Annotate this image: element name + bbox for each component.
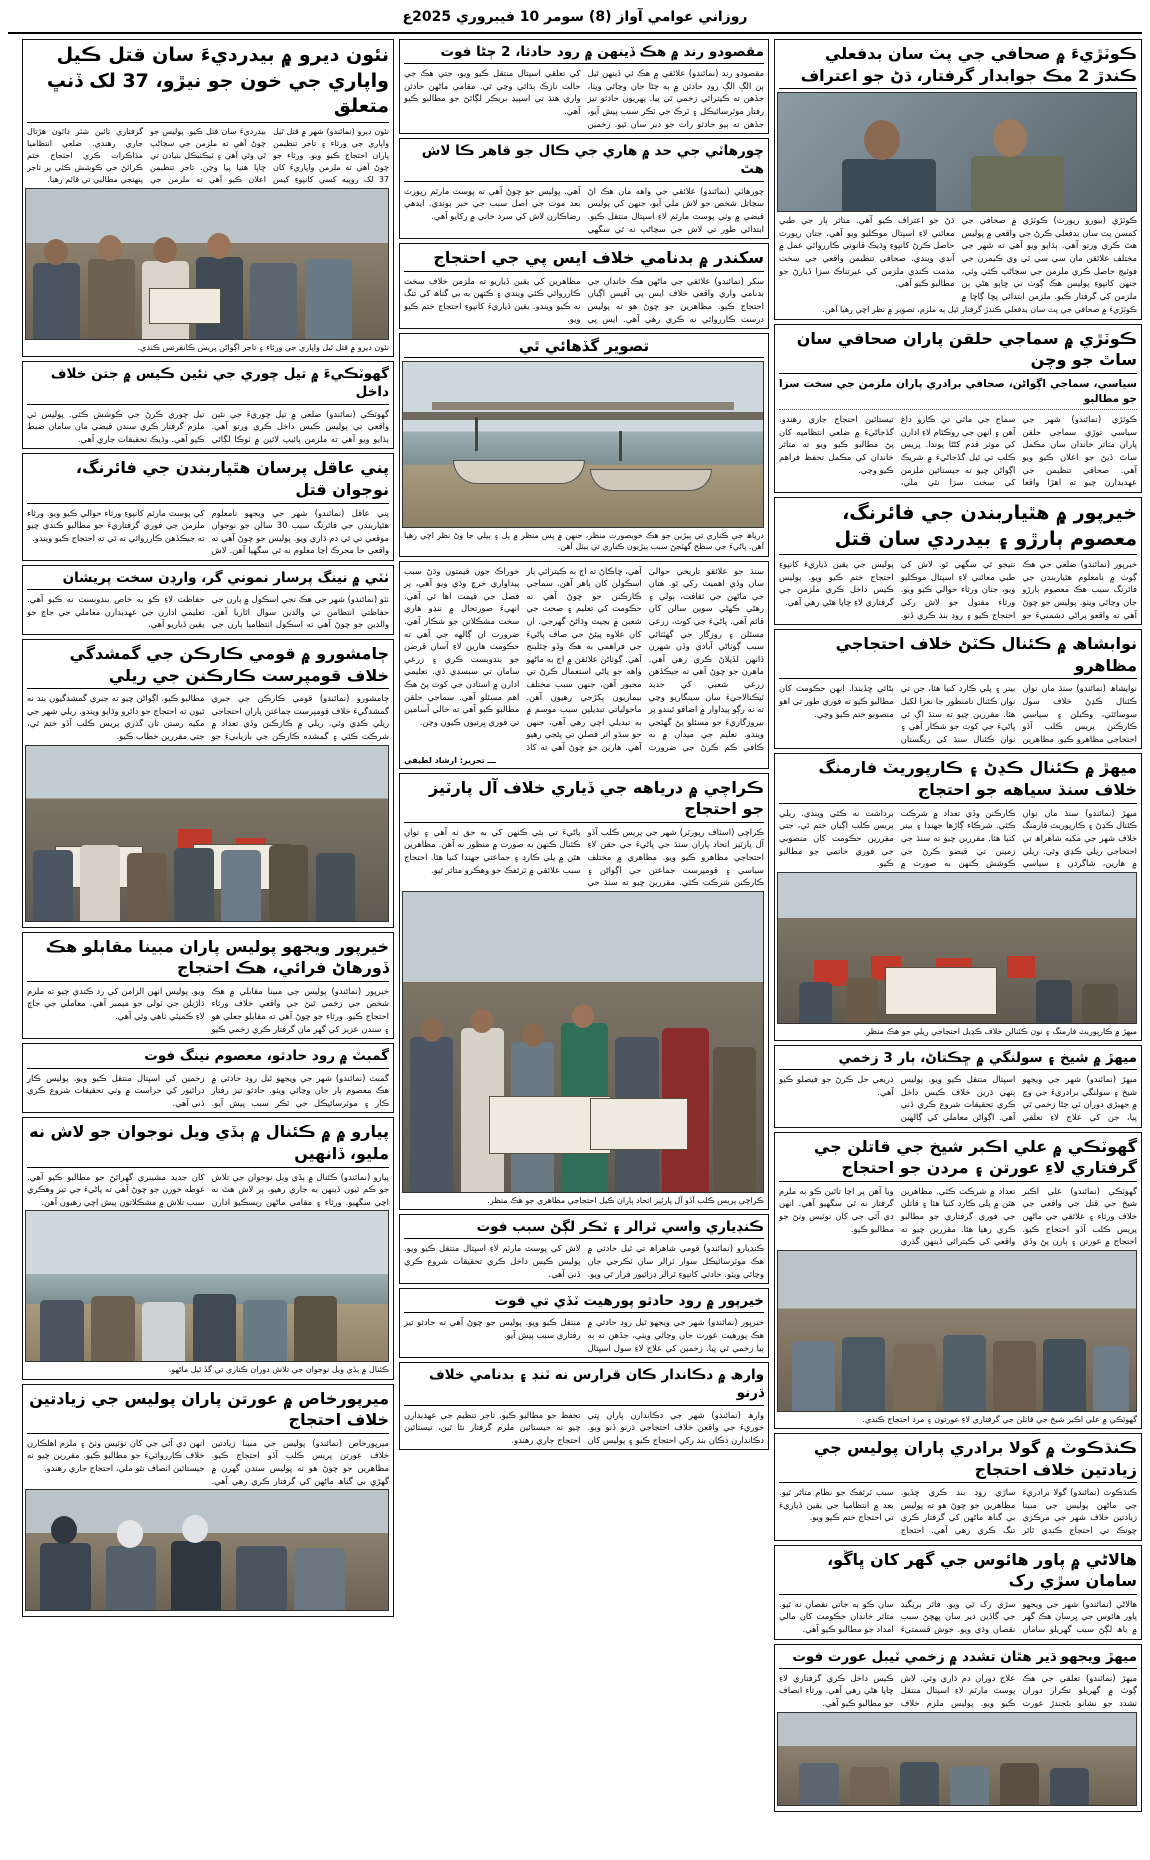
article-mehar-corporate-farming-protest — [774, 753, 1142, 1040]
article-body: ميهڙ (نمائندو) سنڌ مان نوان ڪئنال ڪڍڻ ۽ ڪارپوريٽ فارمنگ خلاف شهر جي مکيه شاهراھ تي احتجاجي ريلي ڪڍي وئي. ريلي ۾ هارين، شاگردن ۽ سياسي ڪارڪنن وڏي تعداد ۾ شرڪت ڪئي. شرڪاء ڳاڙها جهنڊا ۽ بينر کنيا هئا. مقررين چيو ته سنڌ جي زمينن تي قبضو ڪرڻ جي ڪوشش ڪنهن به صورت ۾ برداشت نه ڪئي ويندي. ريلي پريس ڪلب اڳيان ختم ٿي، جتي مقررين حڪومت کان منصوبي جي فوري خاتمي جو مطالبو ڪيو. — [779, 807, 1137, 869]
headline: نوابشاھ ۾ ڪئنال ڪٽڻ خلاف احتجاجي مظاهرو — [779, 633, 1137, 679]
headline: ميرپورخاص ۾ عورتن پاران پوليس جي زيادتين خلاف احتجاج — [27, 1388, 389, 1434]
article-kotri-journalist-arrest — [774, 39, 1142, 320]
article-kotri-journalist-circle-protest — [774, 324, 1142, 493]
headline: خيرپور ۾ هٿياربندن جي فائرنگ، معصوم ٻارڙو ۽ بيدردي سان قتل — [779, 501, 1137, 555]
article-kandiyaro-truck-accident — [399, 1214, 769, 1284]
article-karachi-party-office-protest — [399, 773, 769, 1210]
headline: گھوٽڪي ۾ علي اڪبر شيخ جي قاتلن جي گرفتاري لاءِ عورتن ۽ مردن جو احتجاج — [779, 1136, 1137, 1182]
headline: ميهڙ ۾ ڪئنال ڪڍڻ ۽ ڪارپوريٽ فارمنگ خلاف سنڌ سياهه جو احتجاج — [779, 757, 1137, 803]
page-columns — [8, 39, 1142, 1839]
column-left — [22, 39, 394, 1839]
headline: ڪنڊياري واسي ٽرالر ۽ ٽڪر لڳڻ سبب فوت — [404, 1218, 764, 1239]
article-jamshoro-qaumi-rally — [22, 639, 394, 928]
article-chorhati-canal-body — [399, 138, 769, 239]
article-body: ڪوٽڙي (بيورو رپورٽ) ڪوٽڙي ۾ صحافي جي کمسن پٽ سان بدفعلي ڪرڻ جي واقعي ۾ پوليس هٿ ڪري ورتو آهي. ٻڌايو ويو آهي ته شهر جي مختلف علائقن مان سي سي ٽي وي ڪيمرن جي فوٽيج حاصل ڪري ملزمن جي سڃاڻپ ڪئي وئي، جنهن کانپوءِ پوليس هڪ ڳوٺ تي ڇاپو هڻي ٻن ملزمن کي گرفتار ڪيو. ملزمن ابتدائي پڇا ڳاڇا ۾ ڌڻ جو اعتراف ڪيو آهي. متاثر ٻار جي طبي معائني لاءِ اسپتال موڪليو ويو آهي، جتان رپورٽ حاصل ڪرڻ کانپوءِ وڌيڪ قانوني ڪارروائي عمل ۾ آندي ويندي. صحافي تنظيمن واقعي جي سخت مذمت ڪندي ملزمن کي عبرتناڪ سزا ڏيارڻ جو مطالبو ڪيو آهي. — [779, 215, 1137, 301]
article-body: ڪوٽڙي (نمائندو) شهر جي سياسي توڙي سماجي حلقن پاران متاثر خاندان سان مڪمل ساٿ ڏيڻ جو اعلان ڪيو ويو آهي. صحافي تنظيمن جي عهديدارن چيو ته اهڙا واقعا سماج جي ماٿي تي ڪارو داغ آهن ۽ انهن جي روڪٿام لاءِ ادارن کي موثر قدم کڻڻا پوندا. پريس ڪلب تي ٿيل گڏجاڻيءَ ۾ شريڪ اڳواڻن چيو ته جيستائين ملزمن کي سخت سزا نٿي ملي، تيستائين احتجاج جاري رهندو. گڏجاڻيءَ ۾ ضلعي انتظاميه کان پڻ مطالبو ڪيو ويو ته متاثر خاندان کي مڪمل تحفظ فراهم ڪيو وڃي. — [779, 414, 1137, 488]
article-body: گهوٽڪي (نمائندو) ضلعي ۾ تيل چوريءَ جي نئين واقعي تي پوليس ڪيس داخل ڪري ورتو آهي. ٻڌايو ويو آهي ته ملزمن پائيپ لائين ۾ ٽوڪا لڳائي تيل چوري ڪرڻ جي ڪوشش ڪئي. پوليس ٽي ملزم گرفتار ڪري سندن قبضي مان سامان ضبط ڪيو آهي. وڌيڪ تحقيقات جاري آهي. — [27, 408, 389, 444]
article-body: ميهڙ (نمائندو) تعلقي جي هڪ ڳوٺ ۾ گهريلو تڪرار دوران تشدد جو نشانو بڻجندڙ عورت علاج دوران دم ڌاري وئي. لاش پوسٽ مارٽم لاءِ اسپتال منتقل ڪيو ويو. پوليس ملزم خلاف ڪيس داخل ڪري گرفتاري لاءِ ڇاپا هڻي رهي آهي. ورثاء انصاف جو مطالبو ڪيو آهي. — [779, 1672, 1137, 1709]
headline: ميهڙ ويجهو ڌير هٿان تشدد ۾ زخمي ٽيبل عورت فوت — [779, 1648, 1137, 1669]
article-piyaro-canal-youth-drown — [22, 1117, 394, 1379]
article-body: خيرپور (نمائندو) ضلعي جي هڪ ڳوٺ ۾ نامعلوم هٿياربندن جي فائرنگ سبب هڪ معصوم ٻارڙو جان وڃائي ويٺو. پوليس جو چوڻ آهي ته واقعو پراڻي دشمنيءَ جو نتيجو ٿي سگهي ٿو. لاش کي طبي معائني لاءِ اسپتال موڪليو ويو، جتان ورثاء حوالي ڪيو ويو. ورثاء مقتول جو لاش رکي احتجاج ڪيو ۽ روڊ بند ڪري ڏنو. پوليس جي يقين ڏياريءَ کانپوءِ احتجاج ختم ڪيو ويو. پوليس ڪيس داخل ڪري ملزمن جي گرفتاري لاءِ ڇاپا هڻي رهي آهي. — [779, 559, 1137, 620]
photo-canal-rescue-crowd — [25, 1210, 389, 1362]
article-body: پيارو (نمائندو) ڪئنال ۾ ٻڏي ويل نوجوان جي تلاش جو ڪم ٽيون ڏينهن به جاري رهيو، پر لاش هٿ نه اچي سگهيو. ورثاء ۽ مقامي ماڻهن ريسڪيو ادارن کان جديد مشينري گهرائڻ جو مطالبو ڪيو آهي. غوطه خورن جو چوڻ آهي ته پاڻيءَ جي تيز وهڪري سبب تلاش ۾ مشڪلاتون پيش اچي رهيون آهن. — [27, 1171, 389, 1207]
article-body: سنڌ جو علائقو تاريخي حوالي سان وڏي اهميت رکي ٿو. هتان جي ماڻهن جي ثقافت، ٻولي ۽ رهڻي ڪهڻي سوين سالن کان قائم آهي. پاڻيءَ جي کوٽ، زرعي مسئلن ۽ روزگار جي گهٽتائي سبب ڳوٺاڻي آبادي وڏن شهرن ڏانهن لڏپلاڻ ڪري رهي آهي. ماهرن جو چوڻ آهي ته جيڪڏهن زرعي شعبي کي جديد ٽيڪنالاجيءَ سان سينگاريو وڃي ته نه رڳو پيداوار ۾ اضافو ٿيندو پر بيروزگاريءَ جو مسئلو پڻ گهٽجي ويندو. تعليم جي ميدان ۾ به ڪافي ڪم ڪرڻ جي ضرورت آهي، ڇاڪاڻ ته اڄ به ڪيترائي ٻار اسڪولن کان ٻاهر آهن. سماجي ڪارڪنن جو چوڻ آهي ته حڪومت کي تعليم ۽ صحت جي شعبن ۾ بجيٽ وڌائڻ گهرجي. ان کان علاوه پيئڻ جي صاف پاڻيءَ جي فراهمي به هڪ وڏو چئلينج آهي. ڳوٺاڻن علائقن ۾ اڄ به ماڻهو واهه جو پاڻي استعمال ڪرڻ تي مجبور آهن، جنهن سبب مختلف بيماريون پکڙجي رهيون آهن. ماحولياتي تبديلين سبب موسم ۾ به تبديلي اچي رهي آهي، جنهن جو سڌو اثر فصلن تي پئجي رهيو آهي. هارين جو چوڻ آهي ته کاڌ خوراڪ جون قيمتون وڌڻ سبب پيداواري خرچ وڌي ويو آهي، پر فصل جي قيمت اها ئي آهي. انهيءَ صورتحال ۾ ننڍو هاري سخت مشڪلاتن جو شڪار آهي. ضرورت ان ڳالهه جي آهي ته حڪومت هارين لاءِ آسان قرضن جو بندوبست ڪري ۽ زرعي سامان تي سبسڊي ڏي. تعليمي ادارن ۾ استادن جي کوٽ پڻ هڪ اهم مسئلو آهي. سماجي حلقن مطالبو ڪيو آهي ته خالي آسامين تي فوري ڀرتيون ڪيون وڃن. — [404, 565, 764, 753]
headline: چورهاٽي جي حد ۾ هاري جي ڪال جو قاهر ڪا لاش هٿ — [404, 142, 764, 181]
byline: ـــ تحرير: ارشاد لطيفي — [404, 755, 496, 765]
headline: وارھ ۾ دڪاندار ڪان قرارس نه ٽنڊ ۽ بدنامي خلاف ڌرنو — [404, 1366, 764, 1405]
article-long-feature — [399, 561, 769, 769]
article-body: گمبٽ (نمائندو) شهر جي ويجهو ٿيل روڊ حادثي ۾ هڪ معصوم ٻار جان وڃائي ويٺو. حادثو تيز رفتار ڪار ۽ موٽرسائيڪل جي ٽڪر سبب پيش آيو. زخمين کي اسپتال منتقل ڪيو ويو. پوليس ڪار ڊرائيور کي حراست ۾ وٺي تحقيقات شروع ڪري ڏني آهي. — [27, 1072, 389, 1108]
article-body: ڄامشورو (نمائندو) قومي ڪارڪن جي جبري گمشدگيءَ خلاف قومپرست جماعتن پاران احتجاجي ريلي ڪڍي وئي. ريلي ۾ ڪارڪنن وڏي تعداد ۾ شرڪت ڪئي ۽ گمشده ڪارڪن جي بازيابيءَ جو مطالبو ڪيو. اڳواڻن چيو ته جبري گمشدگيون بند نه ٿيون ته احتجاج جو دائرو وڌايو ويندو. ريلي شهر جي مکيه رستن تان گذري پريس ڪلب آڏو ختم ٿي، جتي مقررين خطاب ڪيو. — [27, 693, 389, 742]
photo-rally-placards — [25, 745, 389, 922]
article-sukkur-badnami-protest — [399, 243, 769, 329]
article-body-top: نئون ديرو (نمائندو) شهر ۾ قتل ٿيل واپاري جي ورثاء ۽ تاجر تنظيمن پاران احتجاج ڪيو ويو. ورثاء جو چوڻ آهي ته ملزمن واپاريءَ کان 37 لک روپيه کسي کانپوءِ کيس بيدرديءَ سان قتل ڪيو. پوليس جو چوڻ آهي ته ملزمن جي سڃاڻپ ٿي وئي آهي ۽ ٽيڪنيڪل بنيادن تي ڇاپا هنيا پيا وڃن. تاجر تنظيمن اعلان ڪيو آهي ته ملزمن جي گرفتاري تائين شٽر ڊائون هڙتال جاري رهندي. ضلعي انتظاميا مذاڪرات ڪري احتجاج ختم ڪرائڻ جي ڪوشش ڪئي پر تاجر پنهنجي مطالبي تي قائم رهيا. — [27, 126, 389, 184]
photo-rally-red-flags — [777, 872, 1137, 1024]
article-body: سکر (نمائندو) علائقي جي ماڻهن هڪ خاندان جي بدنامي واري واقعي خلاف ايس پي آفيس اڳيان احتجاج ڪيو. مظاهرين جو چوڻ هو ته پوليس درست ڪارروائي نه ڪري رهي آهي. ايس پي مظاهرين کي يقين ڏياريو ته ملزمن خلاف سخت ڪارروائي ڪئي ويندي ۽ ڪنهن به بي گناھ کي تنگ نه ڪيو ويندو. يقين ڏياريءَ کانپوءِ احتجاج ختم ڪيو ويو. — [404, 275, 764, 324]
photo-caption: گھوٽڪي ۾ علي اڪبر شيخ جي قاتلن جي گرفتاري لاءِ عورتون ۽ مرد احتجاج ڪندي. — [862, 1414, 1137, 1424]
article-khairpur-road-accident-woman — [399, 1288, 769, 1358]
article-body: ڪنڊيارو (نمائندو) قومي شاهراھ تي ٿيل حادثي ۾ هڪ موٽرسائيڪل سوار ٽرالر سان ٽڪرجي جان وڃائي ويٺو. حادثي کانپوءِ ٽرالر ڊرائيور فرار ٿي ويو. لاش کي پوسٽ مارٽم لاءِ اسپتال منتقل ڪيو ويو. پوليس ڪيس داخل ڪري تحقيقات شروع ڪري ڏني آهي. — [404, 1243, 764, 1279]
photo-village-crowd — [777, 1712, 1137, 1806]
headline: ڄامشورو ۾ قومي ڪارڪن جي گمشدگي خلاف قومپرست ڪارڪنن جي ريلي — [27, 643, 389, 689]
article-gambat-accident-child-dead — [22, 1043, 394, 1113]
article-mehar-sheikh-solangi-clash — [774, 1045, 1142, 1128]
photo-caption: ڪراچي پريس ڪلب آڏو آل پارٽيز اتحاد پاران ڪيل احتجاجي مظاهري جو هڪ منظر. — [487, 1195, 764, 1205]
gallery-title: تصوير گڏهائي ٿي — [404, 337, 764, 358]
article-halani-powerhouse-theft — [774, 1545, 1142, 1640]
article-mehar-wichho-dheer-woman-dead — [774, 1644, 1142, 1812]
article-body: ميهڙ (نمائندو) شهر جي ويجهو شيخ ۽ سولنگي برادريءَ جي وچ ۾ جهيڙي دوران ٽي ڄڻا زخمي ٿي پيا، جن کي علاج لاءِ تعلقي اسپتال منتقل ڪيو ويو. پوليس ٻنهي ڌرين خلاف ڪيس داخل ڪري تحقيقات شروع ڪري ڏني آهي. اڳواڻن معاملي کي ڳالهين ذريعي حل ڪرڻ جو فيصلو ڪيو آهي. — [779, 1074, 1137, 1122]
headline: هالاڻي ۾ پاور هائوس جي گهر کان ڀاڱو، سامان سڙي رک — [779, 1549, 1137, 1595]
headline: گمبٽ ۾ رود حادثو، معصوم نينگ فوت — [27, 1047, 389, 1068]
photo-press-conference-men — [25, 188, 389, 340]
headline: نئون ديرو ۾ بيدرديءَ سان قتل ڪيل واپاري جي خون جو نيڙو، 37 لک ڏنڀ متعلق — [27, 43, 389, 123]
headline: مقصودو رند ۾ هڪ ڏينهن ۾ رود حادثا، 2 ڄڻا فوت — [404, 43, 764, 64]
headline: ميهڙ ۾ شيخ ۽ سولنگي ۾ ڇڪتاڻ، ٻار 3 زخمي — [779, 1049, 1137, 1070]
masthead — [8, 6, 1142, 34]
article-kandhkot-gola-police-protest — [774, 1433, 1142, 1541]
column-mid — [399, 39, 769, 1839]
article-panni-aqil-firing-youth-killed — [22, 453, 394, 561]
headline: پني عاقل پرسان هٿياربندن جي فائرنگ، نوجوان قتل — [27, 457, 389, 503]
article-body: ميرپورخاص (نمائندو) پوليس جي مبينا زيادتين خلاف عورتن پريس ڪلب آڏو احتجاج ڪيو. مظاهرين جو چوڻ هو ته پوليس سندن گهرن ۾ گهڙي بي گناھ ماڻهن کي گرفتار ڪري رهي آهي. انهن ڊي آئي جي کان نوٽيس وٺڻ ۽ ملزم اهلڪارن خلاف ڪارروائيءَ جو مطالبو ڪيو. مقررين چيو ته جيستائين انصاف نٿو ملي، احتجاج جاري رهندو. — [27, 1437, 389, 1486]
article-body: ڪنڌڪوٽ (نمائندو) گولا برادريءَ جي ماڻهن پوليس جي مبينا زيادتين خلاف شهر جي مرڪزي چونڪ تي احتجاج ڪندي ٽائر ساڙي روڊ بند ڪري ڇڏيو. مظاهرين جو چوڻ هو ته پوليس بي گناھ ماڻهن کي گرفتار ڪري تنگ ڪري رهي آهي. احتجاج سبب ٽرئفڪ جو نظام متاثر ٿيو. بعد ۾ انتظاميا جي يقين ڏياريءَ تي احتجاج ختم ڪيو ويو. — [779, 1487, 1137, 1535]
headline: ڪوٽڙي ۾ سماجي حلقن پاران صحافي سان ساٿ جو وچن — [779, 328, 1137, 374]
headline: سکندر ۾ بدنامي خلاف ايس پي جي احتجاج — [404, 247, 764, 272]
photo-party-flags-protest — [402, 891, 764, 1193]
article-khairpur-police-mina-protest — [22, 932, 394, 1040]
headline: پيارو ۾ ۾ ڪئنال ۾ ٻڏي ويل نوجوان جو لاش نه مليو، ڏانهيں — [27, 1121, 389, 1167]
article-ghotki-oil-theft-case — [22, 361, 394, 449]
headline: ٺٽي ۾ نينگ پرسار نموني گر، وارڊن سخت پريشان — [27, 569, 389, 590]
article-body: مقصودو رند (نمائندو) علائقي ۾ هڪ ئي ڏينهن ٿيل ٻن الڳ الڳ روڊ حادثن ۾ ٻه ڄڻا جان وڃائي ويٺا، جڏهن ته ڪيترائي زخمي ٿي پيا. پهريون حادثو تيز رفتار موٽرسائيڪل ۽ ٽرڪ جي ٽڪر سبب پيش آيو، جڏهن ته ٻيو حادثو رات جو دير سان ٿيو. زخمين کي تعلقي اسپتال منتقل ڪيو ويو، جتي هڪ جي حالت نازڪ ٻڌائي وڃي ٿي. مقامي ماڻهن حادثن واري هنڌ تي اسپيڊ بريڪر لڳائڻ جو مطالبو ڪيو آهي. — [404, 68, 764, 129]
article-body: خيرپور (نمائندو) پوليس جي مبينا مقابلي ۾ هڪ شخص جي زخمي ٿيڻ جي واقعي خلاف ورثاء احتجاج ڪيو. ورثاء جو چوڻ آهي ته مقابلو جعلي هو ۽ سندن عزيز کي گهر مان گرفتار ڪري زخمي ڪيو ويو. پوليس انهن الزامن کي رد ڪندي چيو ته ملزم ڌاڙيلن جي ٽولي جو ميمبر آهي. معاملي جي جاچ لاءِ ڪميٽي ٺاهي وئي آهي. — [27, 985, 389, 1034]
article-maqsooda-accident-death — [399, 39, 769, 134]
article-body: هالاڻي (نمائندو) شهر جي ويجهو پاور هائوس جي ڀرسان هڪ گهر ۾ باھ لڳڻ سبب گهريلو سامان سڙي رک ٿي ويو. فائر بريگيڊ جي گاڏين دير سان پهچڻ سبب نقصان وڌي ويو. خوش قسمتيءَ سان ڪو به جاني نقصان نه ٿيو. متاثر خاندان حڪومت کان مالي امداد جو مطالبو ڪيو آهي. — [779, 1598, 1137, 1635]
article-mirpurkhas-women-police-protest — [22, 1384, 394, 1618]
headline: گهوٽڪيءَ ۾ تيل چوري جي نئين ڪيس ۾ جتن خلاف داخل — [27, 365, 389, 404]
photo-river-boats — [402, 361, 764, 528]
photo-caption: ڪوٽڙيءَ ۾ صحافي جي پٽ سان بدفعلي ڪندڙ گرفتار ٿيل ٻه ملزم، تصوير ۾ نظر اچي رهيا آهن. — [822, 305, 1137, 315]
column-right — [774, 39, 1142, 1839]
article-khairpur-firing-child-killed — [774, 497, 1142, 625]
article-body: گھوٽڪي (نمائندو) علي اڪبر شيخ جي قتل جي واقعي جي خلاف ورثاء ۽ علائقي جي ماڻهن پريس ڪلب آڏو احتجاج ڪيو. احتجاج ۾ عورتن ۽ ٻارن پڻ وڏي تعداد ۾ شرڪت ڪئي. مظاهرين هٿن ۾ پلي ڪارڊ کنيا هئا ۽ قاتلن جي فوري گرفتاري جو مطالبو ڪري رهيا هئا. مقررين چيو ته واقعي کي ڪيترائي ڏينهن گذري ويا آهن پر اڃا تائين ڪو به ملزم گرفتار نه ٿي سگهيو آهي. انهن ڊي آئي جي کان نوٽيس وٺڻ جو مطالبو ڪيو. — [779, 1185, 1137, 1247]
photo-women-protest-sit-in — [777, 1250, 1137, 1412]
article-body: ٺٽو (نمائندو) شهر جي هڪ نجي اسڪول ۾ ٻارن جي حفاظتي انتظامن تي والدين سوال اٿاريا آهن. والدين جو چوڻ آهي ته اسڪول انتظاميا ٻارن جي حفاظت لاءِ ڪو به خاص بندوبست نه ڪيو آهي. تعليمي ادارن جي عهديدارن معاملي جي جاچ جو يقين ڏياريو آهي. — [27, 594, 389, 630]
article-body: نوابشاھ (نمائندو) سنڌ مان نوان ڪئنال ڪڍڻ خلاف سول سوسائٽي، وڪيلن ۽ سياسي ڪارڪنن پريس ڪلب آڏو احتجاجي مظاهرو ڪيو. مظاهرين بينر ۽ پلي ڪارڊ کنيا هئا، جن تي نوان ڪئنال نامنظور جا نعرا لکيل هئا. مقررين چيو ته سنڌ اڳ ئي پاڻيءَ جي کوٽ جو شڪار آهي ۽ نوان ڪئنال سنڌ کي ريگستان بڻائي ڇڏيندا. انهن حڪومت کان مطالبو ڪيو ته فوري طور تي اهو منصوبو ختم ڪيو وڃي. — [779, 683, 1137, 744]
article-body: ڪراچي (اسٽاف رپورٽر) شهر جي پريس ڪلب آڏو آل پارٽيز اتحاد پاران سنڌ جي پاڻيءَ جي حقن لاءِ احتجاجي مظاهرو ڪيو ويو. مظاهري ۾ مختلف سياسي ۽ قومپرست جماعتن جي اڳواڻن ۽ ڪارڪنن شرڪت ڪئي. مقررين چيو ته سنڌ جي پاڻيءَ تي ٻئي ڪنهن کي به حق نه آهي ۽ نوان ڪئنال ڪنهن به صورت ۾ منظور نه آهن. مظاهرين هٿن ۾ پلي ڪارڊ ۽ جماعتي جهنڊا کنيا هئا. احتجاج سبب علائقي ۾ ٽرئفڪ جو وهڪرو متاثر ٿيو. — [404, 826, 764, 888]
article-nawabshah-37lakh-robbery — [22, 39, 394, 357]
photo-gallery-block — [399, 333, 769, 556]
article-body: وارھ (نمائندو) شهر جي دڪاندارن پاران ڀتي خوريءَ جي واقعن خلاف احتجاجي ڌرنو ڏنو ويو. دڪاندارن دڪان بند رکي احتجاج ڪيو ۽ پوليس کان تحفظ جو مطالبو ڪيو. تاجر تنظيم جي عهديدارن چيو ته جيستائين ملزم گرفتار نٿا ٿين، تيستائين احتجاج جاري رهندو. — [404, 1409, 764, 1445]
photo-caption: ميهڙ ۾ ڪارپوريٽ فارمنگ ۽ نون ڪئنالن خلاف ڪڍيل احتجاجي ريلي جو هڪ منظر. — [863, 1026, 1137, 1036]
masthead-title: روزاني عوامي آواز (8) سومر 10 فيبروري 2025ع — [402, 9, 748, 25]
subheadline: سياسي، سماجي اڳواڻن، صحافي برادري پاران ملزمن جي سخت سزا جو مطالبو — [779, 377, 1137, 410]
photo-caption: نئون ديرو ۾ قتل ٿيل واپاري جي ورثاء ۽ تاجر اڳواڻن پريس ڪانفرنس ڪندي. — [137, 342, 389, 352]
headline: خيرپور ويجهو پوليس پاران مبينا مقابلو هڪ ڏورهاڻ فرائي، هڪ احتجاج — [27, 936, 389, 982]
article-naushahro-canal-protest — [774, 629, 1142, 749]
headline: خيرپور ۾ رود حادثو پورهيت ٽڏي تي فوت — [404, 1292, 764, 1313]
article-body: خيرپور (نمائندو) شهر جي ويجهو ٿيل روڊ حادثي ۾ هڪ پورهيت عورت جان وڃائي ويٺي، جڏهن ته ٻه ٻيا زخمي ٿي پيا. زخمين کي علاج لاءِ سول اسپتال منتقل ڪيو ويو. پوليس جو چوڻ آهي ته حادثو تيز رفتاري سبب پيش آيو. — [404, 1317, 764, 1353]
article-body: پني عاقل (نمائندو) شهر جي ويجهو نامعلوم هٿياربندن جي فائرنگ سبب 30 سالن جو نوجوان موقعي تي ئي دم ڌاري ويو. پوليس جو چوڻ آهي ته واقعي جا محرڪ اڃا معلوم نه ٿي سگهيا آهن. لاش کي پوسٽ مارٽم کانپوءِ ورثاء حوالي ڪيو ويو. ورثاء ملزمن جي فوري گرفتاريءَ جو مطالبو ڪندي چيو ته جيڪڏهن ڪارروائي نه ٿي ته احتجاج ڪيو ويندو. — [27, 507, 389, 556]
photo-women-masked-protest — [25, 1489, 389, 1611]
article-body: چورهاٽي (نمائندو) علائقي جي واهه مان هڪ اڻ سڃاتل شخص جو لاش ملي آيو، جنهن کي پوليس قبضي ۾ وٺي پوسٽ مارٽم لاءِ اسپتال منتقل ڪيو. ابتدائي طور تي لاش جي سڃاڻپ نه ٿي سگهي آهي. پوليس جو چوڻ آهي ته پوسٽ مارٽم رپورٽ بعد موت جي اصل سبب جي خبر پوندي. ايدهي رضاڪارن لاش کي سرد خاني ۾ رکايو آهي. — [404, 185, 764, 234]
photo-caption: درياھ جي ڪناري تي ٻيڙين جو هڪ خوبصورت منظر، جنهن ۾ پس منظر ۾ پل ۽ ٻيلي جا وڻ نظر اچي رهيا آهن. پاڻيءَ جي سطح گهٽجڻ سبب ٻيڙيون ڪناري تي بيٺل آهن. — [404, 531, 764, 552]
headline: ڪراچي ۾ درياهه جي ڏياري خلاف آل پارٽيز جو احتجاج — [404, 777, 764, 823]
headline: ڪوٽڙيءَ ۾ صحافي جي پٽ سان بدفعلي ڪندڙ 2 مڪ جوابدار گرفتار، ڌڻ جو اعتراف — [779, 43, 1137, 89]
photo-caption: ڪئنال ۾ ٻڏي ويل نوجوان جي تلاش دوران ڪناري تي گڏ ٿيل ماڻهو. — [168, 1365, 389, 1375]
photo-two-men-portrait — [777, 92, 1137, 212]
article-nanhi-nursery-warden — [22, 565, 394, 635]
article-ghotki-ali-akbar-sheikh-murder — [774, 1132, 1142, 1429]
headline: ڪنڌڪوٽ ۾ گولا برادري پاران پوليس جي زيادتين خلاف احتجاج — [779, 1437, 1137, 1483]
article-wahi-shop-robbery — [399, 1362, 769, 1450]
